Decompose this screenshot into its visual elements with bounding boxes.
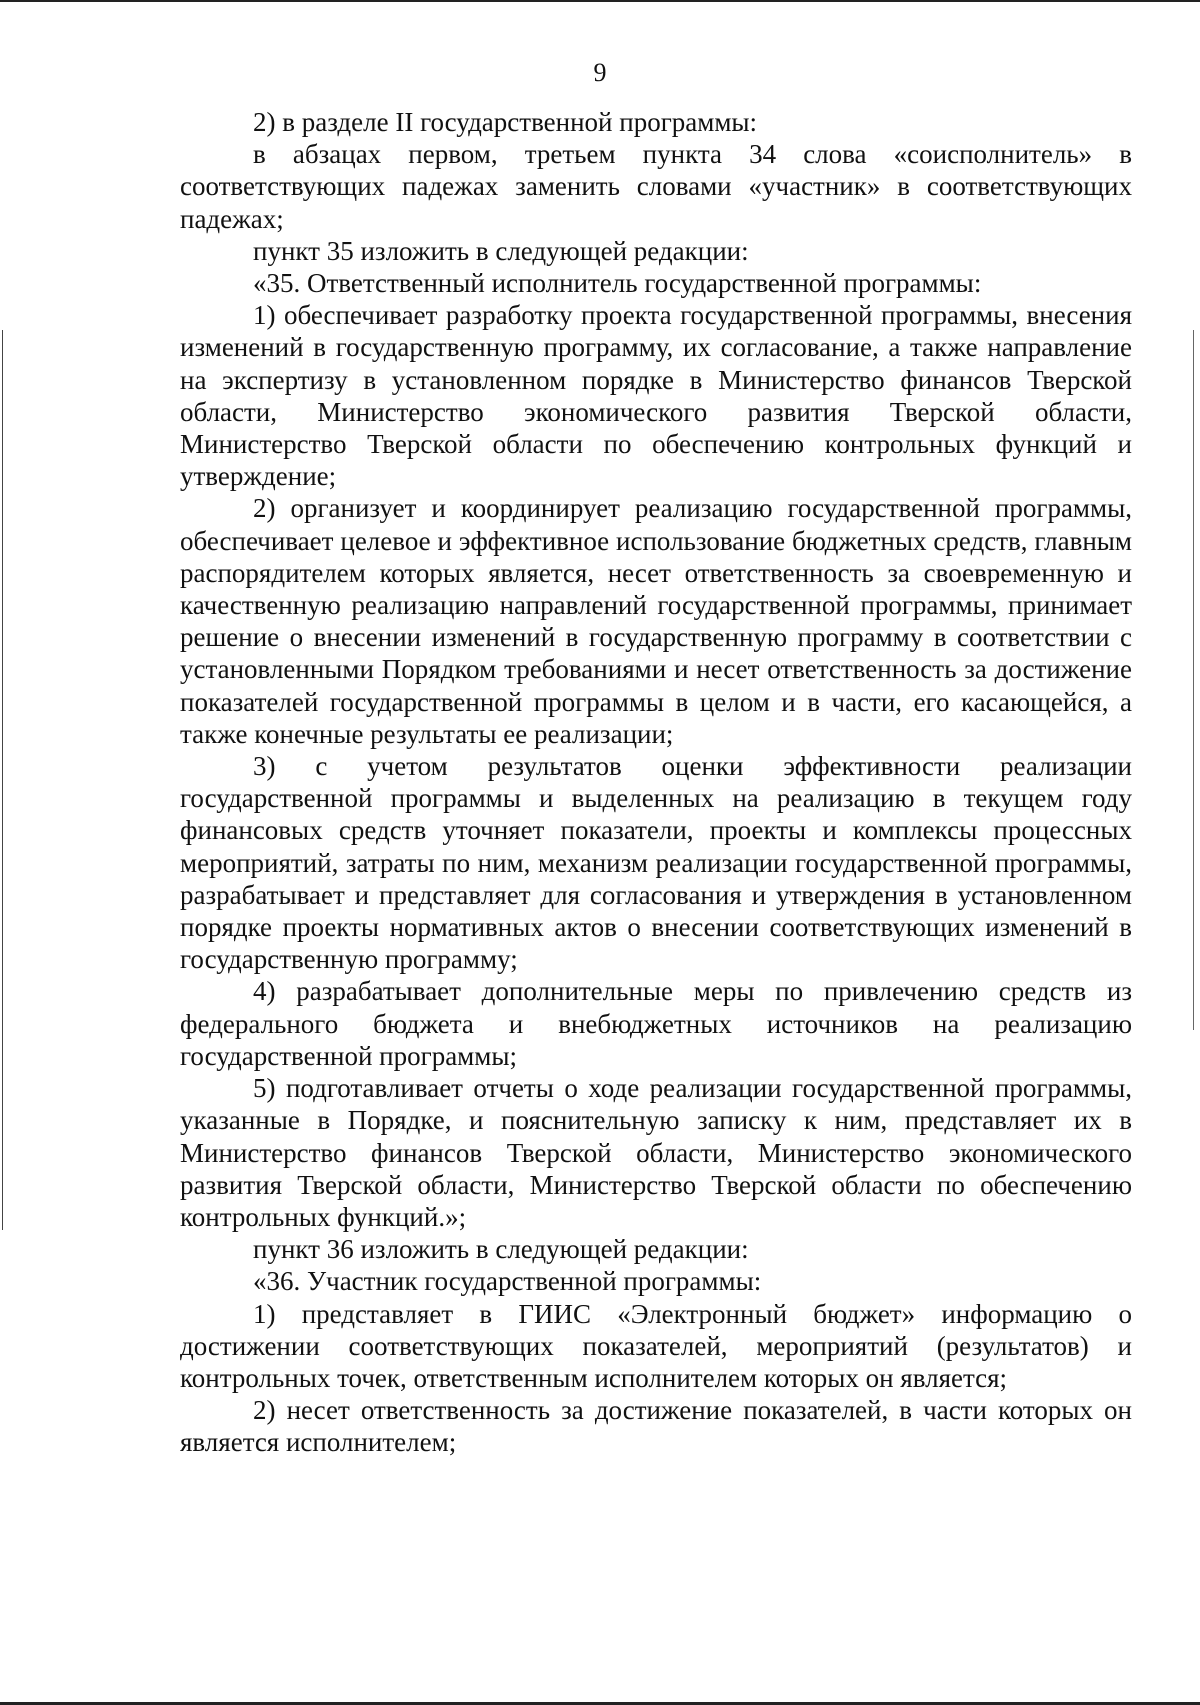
- paragraph: 2) в разделе II государственной программы:: [253, 107, 758, 137]
- paragraph: «36. Участник государственной программы:: [253, 1266, 762, 1297]
- paragraph: «35. Ответственный исполнитель государственной программы:: [253, 268, 982, 299]
- paragraph: 5) подготавливает отчеты о ходе реализации государственной программы, указанные в Порядке, и пояснительную записку к ним, представляет их в Министерство финансов Тверской области, Министерство экономического развития Тверской области, Министерство Тверской области по обеспечению контрольных функций.»;: [180, 1073, 1132, 1232]
- paragraph: 2) организует и координирует реализацию государственной программы, обеспечивает целевое и эффективное использование бюджетных средств, главным распорядителем которых является, несет ответственность за своевременную и качественную реализацию направлений государственной программы, принимает решение о внесении изменений в государственную программу в соответствии с установленными Порядком требованиями и несет ответственность за достижение показателей государственной программы в целом и в части, его касающейся, а также конечные результаты ее реализации;: [180, 493, 1132, 749]
- paragraph: 1) обеспечивает разработку проекта государственной программы, внесения изменений в государственную программу, их согласование, а также направление на экспертизу в установленном порядке в Министерство финансов Тверской области, Министерство экономического развития Тверской области, Министерство Тверской области по обеспечению контрольных функций и утверждение;: [180, 300, 1132, 492]
- document-body: [180, 106, 1132, 1459]
- paragraph: 1) представляет в ГИИС «Электронный бюджет» информацию о достижении соответствующих показателей, мероприятий (результатов) и контрольных точек, ответственным исполнителем которых он является;: [180, 1298, 1132, 1393]
- scan-edge-left: [2, 330, 3, 1230]
- paragraph: в абзацах первом, третьем пункта 34 слова «соисполнитель» в соответствующих падежах заменить словами «участник» в соответствующих падежах;: [180, 139, 1132, 234]
- paragraph: 4) разрабатывает дополнительные меры по привлечению средств из федерального бюджета и внебюджетных источников на реализацию государственной программы;: [180, 976, 1132, 1071]
- paragraph: 3) с учетом результатов оценки эффективности реализации государственной программы и выделенных на реализацию в текущем году финансовых средств уточняет показатели, проекты и комплексы процессных мероприятий, затраты по ним, механизм реализации государственной программы, разрабатывает и представляет для согласования и утверждения в установленном порядке проекты нормативных актов о внесении соответствующих изменений в государственную программу;: [180, 751, 1132, 975]
- paragraph: пункт 35 изложить в следующей редакции:: [253, 235, 749, 266]
- paragraph: 2) несет ответственность за достижение показателей, в части которых он является исполнителем;: [180, 1395, 1132, 1458]
- scan-edge-right: [1193, 330, 1194, 1030]
- paragraph: пункт 36 изложить в следующей редакции:: [253, 1234, 749, 1265]
- scan-edge-top: [0, 0, 1200, 2]
- page-number: 9: [593, 58, 607, 87]
